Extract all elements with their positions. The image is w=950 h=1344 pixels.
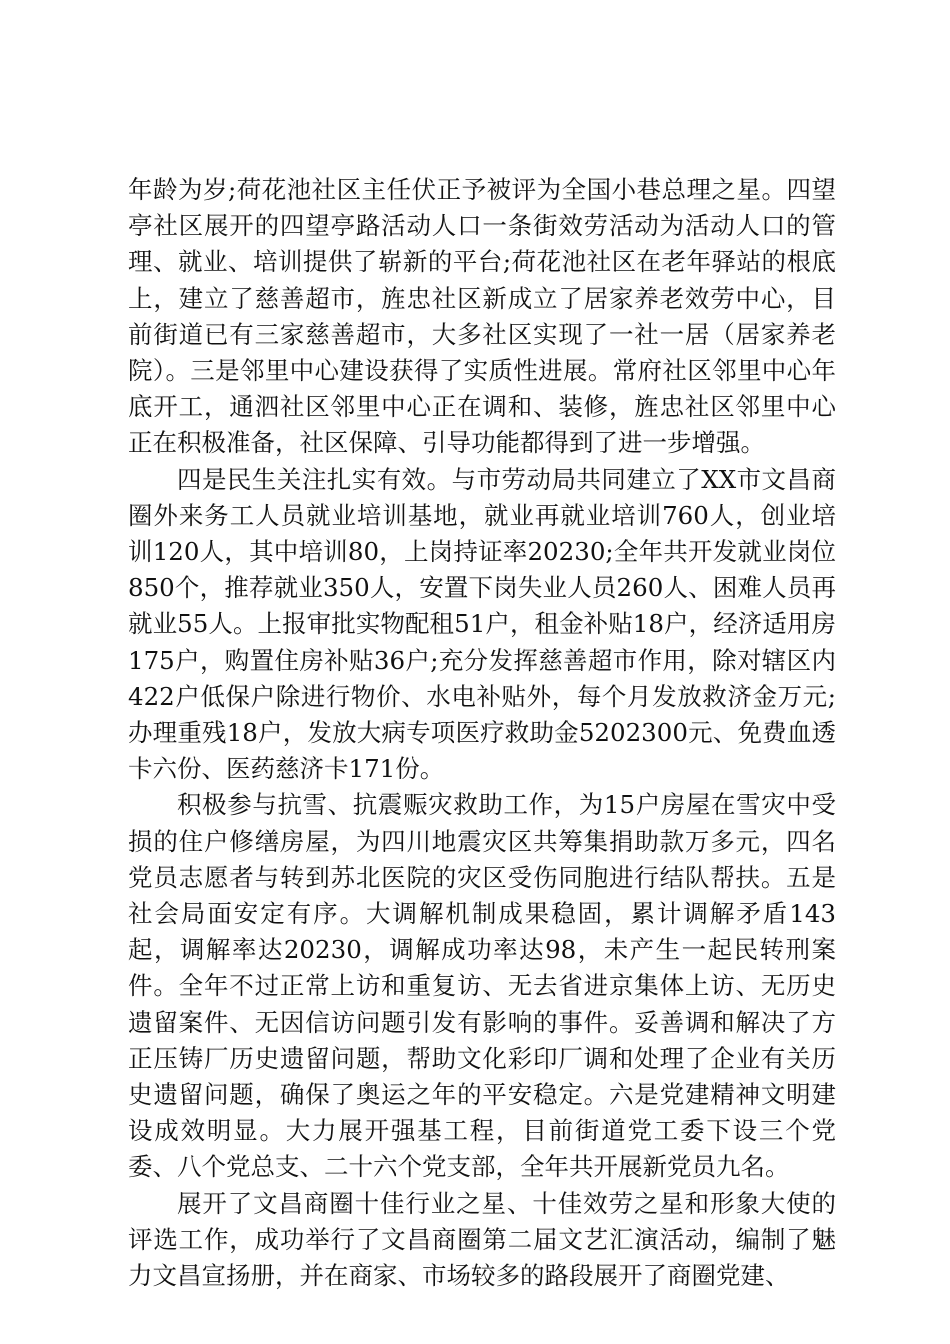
paragraph-3: 积极参与抗雪、抗震赈灾救助工作，为15户房屋在雪灾中受损的住户修缮房屋，为四川地震灾区共筹集捐助款万多元，四名党员志愿者与转到苏北医院的灾区受伤同胞进行结队帮扶。五是社会局面安定有序。大调解机制成果稳固，累计调解矛盾143起，调解率达20230，调解成功率达98，未产生一起民转刑案件。全年不过正常上访和重复访、无去省进京集体上访、无历史遗留案件、无因信访问题引发有影响的事件。妥善调和解决了方正压铸厂历史遗留问题，帮助文化彩印厂调和处理了企业有关历史遗留问题，确保了奥运之年的平安稳定。六是党建精神文明建设成效明显。大力展开强基工程，目前街道党工委下设三个党委、八个党总支、二十六个党支部，全年共开展新党员九名。 (128, 790, 836, 1182)
paragraph-2: 四是民生关注扎实有效。与市劳动局共同建立了XX市文昌商圈外来务工人员就业培训基地，就业再就业培训760人，创业培训120人，其中培训80，上岗持证率20230;全年共开发就业岗位850个，推荐就业350人，安置下岗失业人员260人、困难人员再就业55人。上报审批实物配租51户，租金补贴18户，经济适用房175户，购置住房补贴36户;充分发挥慈善超市作用，除对辖区内422户低保户除进行物价、水电补贴外，每个月发放救济金万元;办理重残18户，发放大病专项医疗救助金5202300元、免费血透卡六份、医药慈济卡171份。 (128, 464, 836, 784)
paragraph-1: 年龄为岁;荷花池社区主任伏正予被评为全国小巷总理之星。四望亭社区展开的四望亭路活动人口一条街效劳活动为活动人口的管理、就业、培训提供了崭新的平台;荷花池社区在老年驿站的根底上，建立了慈善超市，旌忠社区新成立了居家养老效劳中心，目前街道已有三家慈善超市，大多社区实现了一社一居（居家养老院）。三是邻里中心建设获得了实质性进展。常府社区邻里中心年底开工，通泗社区邻里中心正在调和、装修，旌忠社区邻里中心正在积极准备，社区保障、引导功能都得到了进一步增强。 (128, 175, 836, 458)
body-text (128, 172, 836, 1294)
paragraph-4: 展开了文昌商圈十佳行业之星、十佳效劳之星和形象大使的评选工作，成功举行了文昌商圈第二届文艺汇演活动，编制了魅力文昌宣扬册，并在商家、市场较多的路段展开了商圈党建、 (128, 1188, 836, 1291)
